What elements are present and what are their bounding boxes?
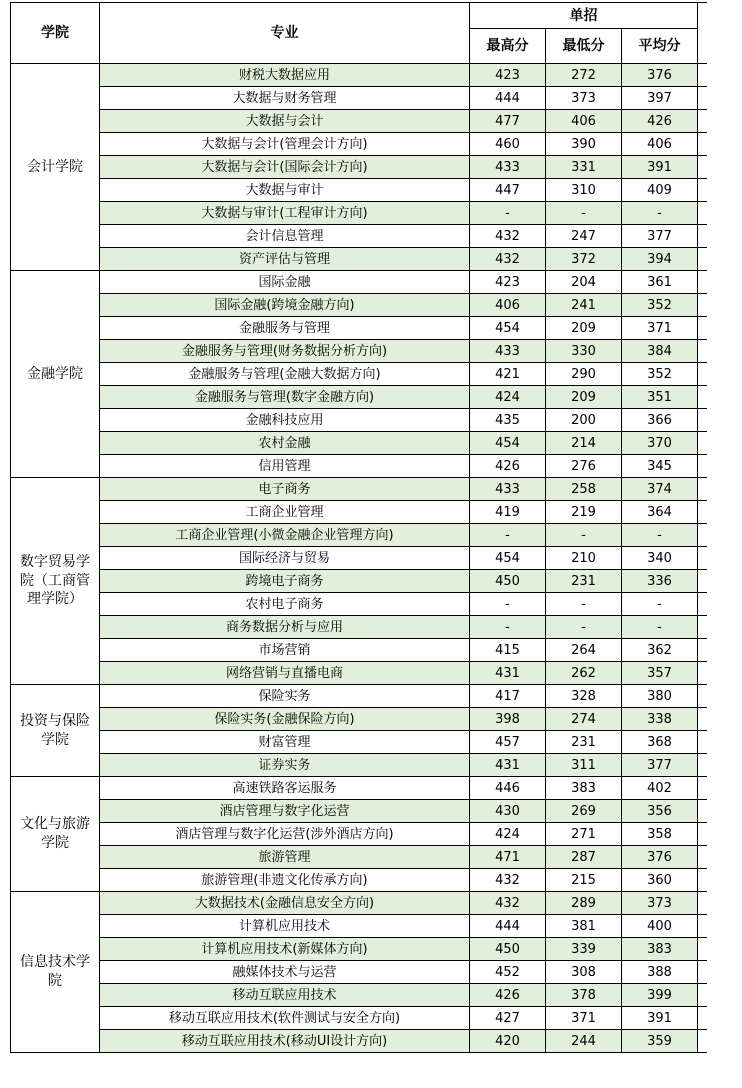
min-score-cell: 262: [546, 662, 622, 685]
major-cell: 大数据与会计: [100, 110, 470, 133]
max-score-cell: 417: [470, 685, 546, 708]
avg-score-cell: 361: [622, 271, 698, 294]
table-row: [11, 317, 707, 340]
min-score-cell: 371: [546, 1007, 622, 1030]
max-score-cell: 419: [470, 501, 546, 524]
college-cell: 投资与保险学院: [11, 685, 100, 777]
table-row: [11, 1030, 707, 1053]
min-score-cell: 390: [546, 133, 622, 156]
max-score-cell: 421: [470, 363, 546, 386]
table-row: [11, 685, 707, 708]
table-row: [11, 363, 707, 386]
edge-cell: [698, 202, 707, 225]
avg-score-cell: 336: [622, 570, 698, 593]
major-cell: 计算机应用技术: [100, 915, 470, 938]
table-row: [11, 432, 707, 455]
table-row: [11, 478, 707, 501]
max-score-cell: 432: [470, 892, 546, 915]
max-score-cell: 423: [470, 271, 546, 294]
min-score-cell: 381: [546, 915, 622, 938]
edge-cell: [698, 1007, 707, 1030]
table-row: [11, 777, 707, 800]
min-score-cell: -: [546, 202, 622, 225]
max-score-cell: -: [470, 524, 546, 547]
avg-score-cell: 426: [622, 110, 698, 133]
min-score-cell: 241: [546, 294, 622, 317]
table-row: [11, 225, 707, 248]
avg-score-cell: 364: [622, 501, 698, 524]
edge-cell: [698, 984, 707, 1007]
avg-score-cell: 397: [622, 87, 698, 110]
edge-cell: [698, 869, 707, 892]
major-cell: 移动互联应用技术(移动UI设计方向): [100, 1030, 470, 1053]
major-cell: 大数据与审计(工程审计方向): [100, 202, 470, 225]
avg-score-cell: 368: [622, 731, 698, 754]
major-cell: 电子商务: [100, 478, 470, 501]
avg-score-cell: 352: [622, 363, 698, 386]
table-row: [11, 961, 707, 984]
max-score-cell: 454: [470, 432, 546, 455]
major-cell: 农村金融: [100, 432, 470, 455]
table-row: [11, 984, 707, 1007]
major-cell: 旅游管理(非遗文化传承方向): [100, 869, 470, 892]
avg-score-cell: 358: [622, 823, 698, 846]
edge-cell: [698, 340, 707, 363]
edge-cell: [698, 294, 707, 317]
avg-score-cell: 373: [622, 892, 698, 915]
major-cell: 旅游管理: [100, 846, 470, 869]
avg-score-cell: -: [622, 616, 698, 639]
min-score-cell: 210: [546, 547, 622, 570]
edge-cell: [698, 961, 707, 984]
min-score-cell: 339: [546, 938, 622, 961]
max-score-cell: 444: [470, 915, 546, 938]
min-score-cell: 215: [546, 869, 622, 892]
min-score-cell: 264: [546, 639, 622, 662]
avg-score-cell: 338: [622, 708, 698, 731]
avg-score-cell: 384: [622, 340, 698, 363]
max-score-cell: 457: [470, 731, 546, 754]
avg-score-cell: 399: [622, 984, 698, 1007]
avg-score-cell: 406: [622, 133, 698, 156]
avg-score-cell: 366: [622, 409, 698, 432]
major-cell: 网络营销与直播电商: [100, 662, 470, 685]
college-cell: 会计学院: [11, 64, 100, 271]
edge-cell: [698, 731, 707, 754]
table-row: [11, 915, 707, 938]
min-score-cell: 290: [546, 363, 622, 386]
table-row: [11, 409, 707, 432]
major-cell: 大数据技术(金融信息安全方向): [100, 892, 470, 915]
avg-score-cell: 377: [622, 225, 698, 248]
major-cell: 跨境电子商务: [100, 570, 470, 593]
table-row: [11, 156, 707, 179]
edge-cell: [698, 317, 707, 340]
edge-cell: [698, 409, 707, 432]
max-score-cell: 431: [470, 662, 546, 685]
avg-score-cell: 356: [622, 800, 698, 823]
max-score-cell: 454: [470, 547, 546, 570]
major-cell: 移动互联应用技术(软件测试与安全方向): [100, 1007, 470, 1030]
edge-cell: [698, 800, 707, 823]
min-score-cell: 231: [546, 570, 622, 593]
table-row: [11, 662, 707, 685]
max-score-cell: 452: [470, 961, 546, 984]
table-row: [11, 110, 707, 133]
avg-score-cell: -: [622, 202, 698, 225]
college-cell: 信息技术学院: [11, 892, 100, 1053]
min-score-cell: 308: [546, 961, 622, 984]
max-score-cell: 433: [470, 340, 546, 363]
header-max: 最高分: [470, 29, 546, 64]
table-row: [11, 202, 707, 225]
table-row: [11, 639, 707, 662]
edge-cell: [698, 133, 707, 156]
table-row: [11, 570, 707, 593]
edge-cell: [698, 156, 707, 179]
edge-cell: [698, 616, 707, 639]
max-score-cell: 423: [470, 64, 546, 87]
max-score-cell: 471: [470, 846, 546, 869]
max-score-cell: 446: [470, 777, 546, 800]
max-score-cell: -: [470, 616, 546, 639]
avg-score-cell: 376: [622, 846, 698, 869]
college-cell: 文化与旅游学院: [11, 777, 100, 892]
avg-score-cell: 409: [622, 179, 698, 202]
min-score-cell: 287: [546, 846, 622, 869]
major-cell: 资产评估与管理: [100, 248, 470, 271]
edge-cell: [698, 271, 707, 294]
max-score-cell: 433: [470, 478, 546, 501]
major-cell: 大数据与会计(管理会计方向): [100, 133, 470, 156]
min-score-cell: 247: [546, 225, 622, 248]
major-cell: 大数据与财务管理: [100, 87, 470, 110]
edge-cell: [698, 478, 707, 501]
avg-score-cell: 351: [622, 386, 698, 409]
min-score-cell: -: [546, 593, 622, 616]
max-score-cell: 424: [470, 386, 546, 409]
table-row: [11, 938, 707, 961]
major-cell: 市场营销: [100, 639, 470, 662]
max-score-cell: 450: [470, 938, 546, 961]
min-score-cell: 289: [546, 892, 622, 915]
avg-score-cell: 400: [622, 915, 698, 938]
table-row: [11, 133, 707, 156]
table-row: [11, 248, 707, 271]
avg-score-cell: -: [622, 524, 698, 547]
edge-cell: [698, 777, 707, 800]
avg-score-cell: 360: [622, 869, 698, 892]
min-score-cell: 331: [546, 156, 622, 179]
avg-score-cell: 376: [622, 64, 698, 87]
header-min: 最低分: [546, 29, 622, 64]
major-cell: 移动互联应用技术: [100, 984, 470, 1007]
edge-cell: [698, 87, 707, 110]
table-row: [11, 731, 707, 754]
major-cell: 财富管理: [100, 731, 470, 754]
avg-score-cell: 402: [622, 777, 698, 800]
edge-cell: [698, 386, 707, 409]
major-cell: 金融科技应用: [100, 409, 470, 432]
min-score-cell: 328: [546, 685, 622, 708]
edge-cell: [698, 225, 707, 248]
major-cell: 酒店管理与数字化运营: [100, 800, 470, 823]
avg-score-cell: 352: [622, 294, 698, 317]
edge-cell: [698, 501, 707, 524]
max-score-cell: 432: [470, 248, 546, 271]
max-score-cell: 431: [470, 754, 546, 777]
edge-cell: [698, 593, 707, 616]
max-score-cell: 460: [470, 133, 546, 156]
major-cell: 会计信息管理: [100, 225, 470, 248]
avg-score-cell: 359: [622, 1030, 698, 1053]
major-cell: 工商企业管理(小微金融企业管理方向): [100, 524, 470, 547]
major-cell: 信用管理: [100, 455, 470, 478]
table-row: [11, 754, 707, 777]
min-score-cell: 272: [546, 64, 622, 87]
min-score-cell: 200: [546, 409, 622, 432]
edge-cell: [698, 754, 707, 777]
avg-score-cell: 383: [622, 938, 698, 961]
edge-cell: [698, 547, 707, 570]
avg-score-cell: 388: [622, 961, 698, 984]
table-row: [11, 823, 707, 846]
major-cell: 酒店管理与数字化运营(涉外酒店方向): [100, 823, 470, 846]
table-row: [11, 294, 707, 317]
major-cell: 财税大数据应用: [100, 64, 470, 87]
min-score-cell: 271: [546, 823, 622, 846]
max-score-cell: 430: [470, 800, 546, 823]
avg-score-cell: 391: [622, 1007, 698, 1030]
max-score-cell: 435: [470, 409, 546, 432]
max-score-cell: 447: [470, 179, 546, 202]
max-score-cell: 432: [470, 869, 546, 892]
avg-score-cell: 340: [622, 547, 698, 570]
major-cell: 保险实务(金融保险方向): [100, 708, 470, 731]
edge-cell: [698, 455, 707, 478]
avg-score-cell: 345: [622, 455, 698, 478]
edge-cell: [698, 662, 707, 685]
max-score-cell: 432: [470, 225, 546, 248]
major-cell: 高速铁路客运服务: [100, 777, 470, 800]
min-score-cell: 406: [546, 110, 622, 133]
avg-score-cell: 357: [622, 662, 698, 685]
max-score-cell: -: [470, 593, 546, 616]
edge-cell: [698, 823, 707, 846]
edge-cell: [698, 639, 707, 662]
major-cell: 商务数据分析与应用: [100, 616, 470, 639]
avg-score-cell: 362: [622, 639, 698, 662]
min-score-cell: 204: [546, 271, 622, 294]
college-cell: 数字贸易学院（工商管理学院）: [11, 478, 100, 685]
header-avg: 平均分: [622, 29, 698, 64]
major-cell: 金融服务与管理(数字金融方向): [100, 386, 470, 409]
min-score-cell: 231: [546, 731, 622, 754]
edge-cell: [698, 708, 707, 731]
max-score-cell: 444: [470, 87, 546, 110]
min-score-cell: 244: [546, 1030, 622, 1053]
min-score-cell: 310: [546, 179, 622, 202]
avg-score-cell: 380: [622, 685, 698, 708]
table-row: [11, 179, 707, 202]
header-major: 专业: [100, 3, 470, 64]
table-row: [11, 1007, 707, 1030]
edge-cell: [698, 179, 707, 202]
header-edge: [698, 3, 707, 64]
edge-cell: [698, 892, 707, 915]
min-score-cell: 383: [546, 777, 622, 800]
table-row: [11, 892, 707, 915]
header-group: 单招: [470, 3, 698, 29]
major-cell: 国际金融: [100, 271, 470, 294]
min-score-cell: 214: [546, 432, 622, 455]
max-score-cell: 426: [470, 984, 546, 1007]
avg-score-cell: 377: [622, 754, 698, 777]
min-score-cell: 372: [546, 248, 622, 271]
major-cell: 大数据与审计: [100, 179, 470, 202]
table-row: [11, 386, 707, 409]
min-score-cell: 269: [546, 800, 622, 823]
min-score-cell: 311: [546, 754, 622, 777]
min-score-cell: 219: [546, 501, 622, 524]
major-cell: 融媒体技术与运营: [100, 961, 470, 984]
min-score-cell: -: [546, 616, 622, 639]
table-row: [11, 455, 707, 478]
edge-cell: [698, 64, 707, 87]
edge-cell: [698, 846, 707, 869]
major-cell: 金融服务与管理(财务数据分析方向): [100, 340, 470, 363]
max-score-cell: 450: [470, 570, 546, 593]
min-score-cell: 276: [546, 455, 622, 478]
major-cell: 工商企业管理: [100, 501, 470, 524]
major-cell: 国际经济与贸易: [100, 547, 470, 570]
avg-score-cell: 371: [622, 317, 698, 340]
avg-score-cell: 391: [622, 156, 698, 179]
max-score-cell: 433: [470, 156, 546, 179]
table-row: [11, 869, 707, 892]
major-cell: 金融服务与管理(金融大数据方向): [100, 363, 470, 386]
college-cell: 金融学院: [11, 271, 100, 478]
edge-cell: [698, 110, 707, 133]
major-cell: 计算机应用技术(新媒体方向): [100, 938, 470, 961]
major-cell: 金融服务与管理: [100, 317, 470, 340]
table-row: [11, 501, 707, 524]
min-score-cell: 209: [546, 386, 622, 409]
major-cell: 农村电子商务: [100, 593, 470, 616]
max-score-cell: 424: [470, 823, 546, 846]
edge-cell: [698, 248, 707, 271]
max-score-cell: 398: [470, 708, 546, 731]
table-row: [11, 708, 707, 731]
max-score-cell: 454: [470, 317, 546, 340]
edge-cell: [698, 570, 707, 593]
edge-cell: [698, 915, 707, 938]
table-row: [11, 524, 707, 547]
major-cell: 大数据与会计(国际会计方向): [100, 156, 470, 179]
edge-cell: [698, 432, 707, 455]
table-row: [11, 64, 707, 87]
min-score-cell: 373: [546, 87, 622, 110]
min-score-cell: 274: [546, 708, 622, 731]
max-score-cell: 477: [470, 110, 546, 133]
min-score-cell: 378: [546, 984, 622, 1007]
min-score-cell: 209: [546, 317, 622, 340]
max-score-cell: 415: [470, 639, 546, 662]
table-row: [11, 340, 707, 363]
edge-cell: [698, 524, 707, 547]
major-cell: 证券实务: [100, 754, 470, 777]
avg-score-cell: 370: [622, 432, 698, 455]
major-cell: 保险实务: [100, 685, 470, 708]
table-row: [11, 87, 707, 110]
edge-cell: [698, 1030, 707, 1053]
header-college: 学院: [11, 3, 100, 64]
table-row: [11, 616, 707, 639]
min-score-cell: -: [546, 524, 622, 547]
table-row: [11, 593, 707, 616]
major-cell: 国际金融(跨境金融方向): [100, 294, 470, 317]
max-score-cell: 406: [470, 294, 546, 317]
max-score-cell: 426: [470, 455, 546, 478]
edge-cell: [698, 685, 707, 708]
table-row: [11, 846, 707, 869]
edge-cell: [698, 363, 707, 386]
max-score-cell: 420: [470, 1030, 546, 1053]
avg-score-cell: 374: [622, 478, 698, 501]
avg-score-cell: -: [622, 593, 698, 616]
min-score-cell: 258: [546, 478, 622, 501]
edge-cell: [698, 938, 707, 961]
max-score-cell: -: [470, 202, 546, 225]
min-score-cell: 330: [546, 340, 622, 363]
table-row: [11, 800, 707, 823]
admission-score-table: [10, 2, 707, 1053]
table-row: [11, 547, 707, 570]
table-row: [11, 271, 707, 294]
avg-score-cell: 394: [622, 248, 698, 271]
max-score-cell: 427: [470, 1007, 546, 1030]
